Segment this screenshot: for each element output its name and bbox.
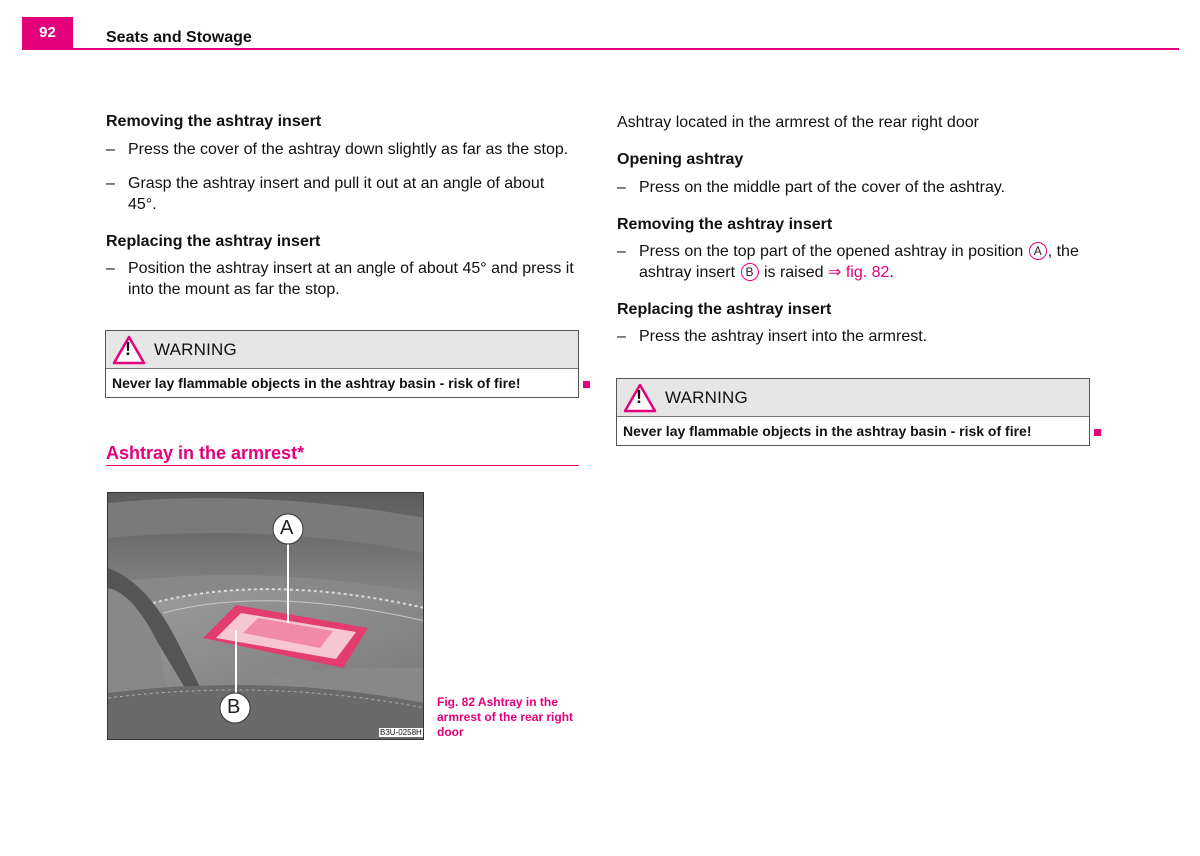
step-text: ashtray insert — [639, 264, 736, 281]
figure-link[interactable]: ⇒ fig. 82 — [827, 264, 890, 281]
list-dash: – — [617, 179, 626, 196]
step-text: Press on the top part of the opened ashtray in position — [639, 243, 1024, 260]
warning-text: Never lay flammable objects in the ashtray basin - risk of fire! — [623, 423, 1032, 439]
step-text: , the — [1047, 243, 1079, 260]
header-divider — [22, 48, 1179, 50]
warning-box — [616, 378, 1090, 446]
warning-header — [106, 331, 578, 369]
section-title: Ashtray in the armrest* — [106, 443, 305, 463]
step-text: is raised — [763, 264, 824, 281]
caption-line: door — [437, 725, 464, 739]
warning-label: WARNING — [154, 339, 237, 359]
list-dash: – — [106, 175, 115, 192]
warning-box — [105, 330, 579, 398]
end-marker — [1094, 429, 1101, 436]
list-dash: – — [617, 328, 626, 345]
warning-header — [617, 379, 1089, 417]
right-replace-heading: Replacing the ashtray insert — [617, 301, 832, 318]
right-remove-heading: Removing the ashtray insert — [617, 216, 833, 233]
page-number-badge — [22, 17, 73, 50]
exclamation-mark: ! — [636, 387, 642, 407]
chapter-title: Seats and Stowage — [106, 29, 252, 46]
callout-a-ref: A — [1029, 242, 1047, 260]
figure-code: B3U-0258H — [380, 728, 422, 737]
list-text — [639, 241, 1097, 283]
left-remove-heading: Removing the ashtray insert — [106, 113, 322, 130]
list-text: Position the ashtray insert at an angle of about 45° and press it into the mount as far the stop. — [128, 260, 574, 298]
end-marker — [583, 381, 590, 388]
right-intro: Ashtray located in the armrest of the rear right door — [617, 114, 979, 131]
list-text: Press the ashtray insert into the armrest. — [639, 328, 928, 345]
warning-label: WARNING — [665, 387, 748, 407]
caption-line: Fig. 82 Ashtray in the — [437, 695, 558, 709]
figure-caption — [437, 695, 587, 740]
exclamation-mark: ! — [125, 339, 131, 359]
list-dash: – — [106, 260, 115, 277]
left-replace-heading: Replacing the ashtray insert — [106, 233, 321, 250]
list-text: Press on the middle part of the cover of the ashtray. — [639, 179, 1006, 196]
right-open-heading: Opening ashtray — [617, 151, 744, 168]
page-number: 92 — [39, 24, 56, 41]
caption-line: armrest of the rear right — [437, 710, 574, 724]
warning-text: Never lay flammable objects in the ashtray basin - risk of fire! — [112, 375, 521, 391]
step-text: . — [889, 264, 894, 281]
callout-b-ref: B — [741, 263, 759, 281]
armrest-illustration — [108, 493, 424, 740]
list-text: Press the cover of the ashtray down slightly as far as the stop. — [128, 141, 569, 158]
list-item — [106, 173, 584, 215]
list-dash: – — [617, 243, 626, 260]
callout-b: B — [227, 696, 241, 718]
armrest-figure — [107, 492, 424, 740]
list-item — [617, 177, 1087, 198]
list-dash: – — [106, 141, 115, 158]
list-text: Grasp the ashtray insert and pull it out at an angle of about 45°. — [128, 175, 545, 213]
callout-a: A — [280, 517, 294, 539]
list-item — [617, 241, 1097, 283]
list-item — [106, 139, 584, 160]
list-item — [617, 326, 1087, 347]
section-divider — [106, 465, 579, 466]
list-item — [106, 258, 584, 300]
